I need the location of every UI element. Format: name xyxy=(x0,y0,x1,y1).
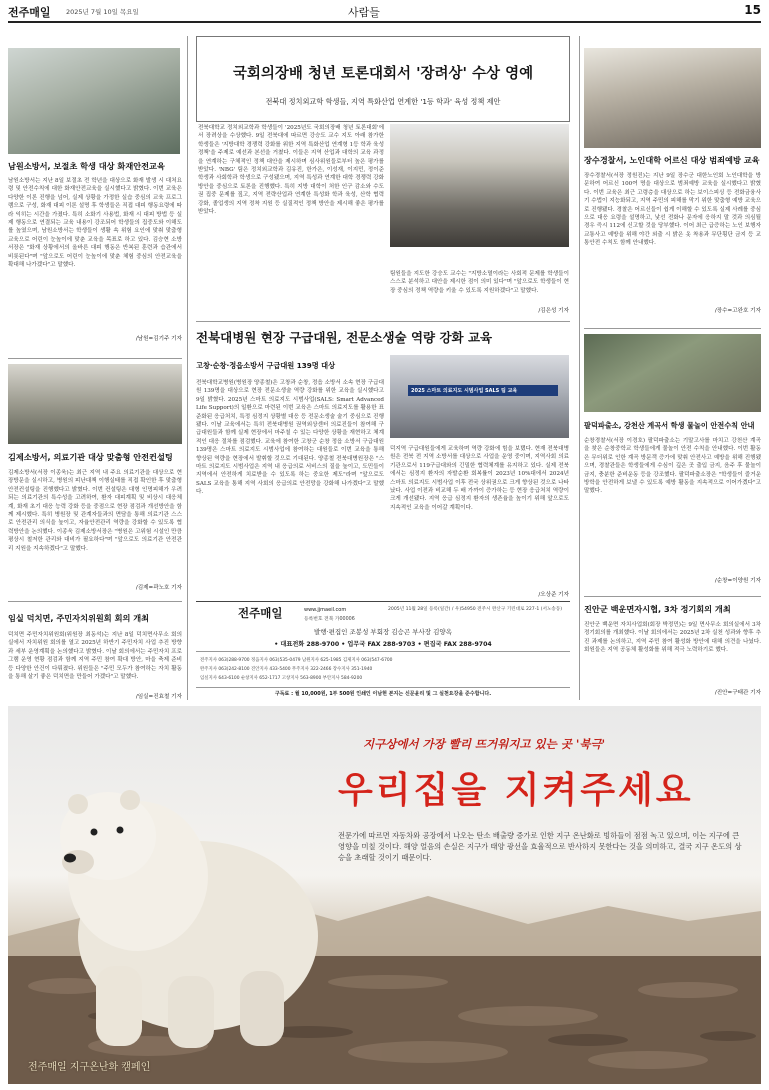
article-body: 김제소방서(서장 이종욱)는 최근 지역 내 주요 의료기관을 대상으로 현장방문을 실시하고, 병원의 피난대책 이행실태를 직접 확인한 후 맞춤형 안전컨설팅을 진행했다고 밝혔다. 이번 컨설팅은 대형 인명피해가 우려되는 의료기관의 특수성을 고려하여, 환자 대피계획 및 비상시 대응체계, 화재 초기 대응 능력 강화 등을 중점으로 현장 점검과 개선방안을 함께 제시했다. 특히 병원장 및 관계자들과의 면담을 통해 의료기관 스스로 안전관리 의식을 높이고, 자율안전관리 역량을 강화할 수 있도록 협력방안을 논의했다. 이종욱 김제소방서장은 "병원은 고위험 시설인 만큼 평상시 철저한 관리와 대비가 필요하다"며 "앞으로도 의료기관 안전관리 지원을 지속하겠다"고 말했다. xyxy=(8,470,182,552)
article-byline: /순창=이양원 기자 xyxy=(714,578,761,584)
story-title: 전북대병원 현장 구급대원, 전문소생술 역량 강화 교육 xyxy=(196,330,493,345)
ad-footer: 전주매일 지구온난화 캠페인 xyxy=(28,1062,151,1073)
article-body: 남원소방서는 지난 8일 보절초 전 학년을 대상으로 화재 발생 시 대처요령 및 안전수칙에 대한 화재안전교육을 실시했다고 밝혔다. 이번 교육은 다양한 이론 진행을 넘어, 실제 상황을 가정한 실습 중심의 교육 프로그램으로 구성, 화재 대피 이론 설명 후 학생들은 직접 대피 행동요령에 따라 익히는 시간을 가졌다. 특히 소화기 사용법, 화재 시 대피 방법 등 실제 행동으로 연결되는 교육 내용이 강조되어 학생들의 집중도와 이해도를 높였으며, 남원소방서는 학생들이 생활 속 위험 요인에 맞춰 맞춤형 교육으로 어린이 눈높이에 맞춘 교육을 목표로 하고 있다. 김승현 소방서장은 "화재 상황에서의 올바른 대피 행동은 반복된 훈련과 습관에서 비롯된다"며 "앞으로도 어린이 눈높이에 맞춘 체험 중심의 안전교육을 확대해 나가겠다"고 말했다. xyxy=(8,178,182,269)
polar-bear-illustration xyxy=(28,766,328,1056)
masthead-url: www.jjmaeil.com xyxy=(304,607,347,613)
article-byline: /오상준 기자 xyxy=(538,592,569,598)
ad-headline: 우리집을 지켜주세요 xyxy=(338,769,694,811)
masthead-people: 발행·편집인 조봉성 부회장 김승곤 부사장 김양옥 xyxy=(314,628,452,636)
article-byline: /임실=진효철 기자 xyxy=(135,694,182,700)
article-body: 순창경찰서(서장 이경호) 팔덕파출소는 기말고사를 마치고 강천산 계곡을 찾은 순창중학교 학생들에게 물놀이 안전 수칙을 안내했다. 이번 활동은 무더위로 인한 계곡 방문객 증가에 맞춰 안전사고 예방을 위해 진행됐으며, 경찰관들은 학생들에게 수심이 깊은 곳 출입 금지, 음주 후 물놀이 금지, 충분한 준비운동 등을 강조했다. 팔덕파출소장은 "학생들이 즐거운 방학을 안전하게 보낼 수 있도록 예방 활동을 지속적으로 이어가겠다"고 말했다. xyxy=(584,438,761,495)
article-title: 김제소방서, 의료기관 대상 맞춤형 안전컨설팅 xyxy=(8,452,173,462)
story-subtitle: 고창·순창·정읍소방서 구급대원 139명 대상 xyxy=(196,361,336,370)
divider xyxy=(196,651,570,652)
feature-body-cont: 팀원들을 지도한 강승도 교수는 "지방소멸이라는 사회적 문제를 학생들이 스스로 분석하고 대안을 제시한 점이 의미 있다"며 "앞으로도 학생들이 현장 중심의 정책 역량을 키울 수 있도록 지원하겠다"고 말했다. xyxy=(390,271,569,294)
masthead-name: 전주매일 xyxy=(238,606,283,620)
masthead-reg: 등록번호 전북 가00006 xyxy=(304,617,355,622)
photo-sals-education xyxy=(390,355,569,438)
story-body-col2: 덕지역 구급대원들에게 교육하며 역량 강화에 힘을 보탰다. 현재 전북대병원은 전북 전 지역 소방서를 대상으로 사업을 운영 중이며, 지역사회 의료기관으로서 119구급대와의 긴밀한 협력체계를 유지하고 있다. 실제 전북에서는 심정지 환자의 자발순환 회복률이 2023년 10%대에서 2024년 스마트 의료지도 시범사업 이후 전국 상위권으로 크게 향상된 것으로 나타났다. 사업 이전과 비교해 두 배 가까이 증가하는 등 현장 응급처치 역량이 크게 개선됐다. 지역 응급 심정지 환자의 생존율을 높이기 위해 앞으로도 지속적인 교육을 이어갈 계획이다. xyxy=(390,446,569,511)
article-byline: /김제=곽노호 기자 xyxy=(135,585,182,591)
divider xyxy=(8,601,182,602)
article-byline: /진안=구태관 기자 xyxy=(714,690,761,696)
feature-title: 국회의장배 청년 토론대회서 '장려상' 수상 영예 xyxy=(232,65,534,82)
masthead-price: 구독료 : 월 10,000원, 1부 500원 인쇄인 이남현 본지는 신문윤리 및 그 실천요강을 준수합니다. xyxy=(196,687,570,697)
feature-body: 전북대학교 정치외교학과 학생들이 '2025년도 국회의장배 청년 토론대회'에서 장려상을 수상했다. 9일 전북대에 따르면 강승도 교수 지도 아래 참가한 학생들은 '지방대학 경쟁력 강화를 위한 지역 특화산업 연계형 1등 학과 육성 정책'을 주제로 예선과 본선을 거쳤다. 이들은 지역 산업과 대학의 교육 과정을 연계하는 구체적인 정책 대안을 제시하며 심사위원들로부터 높은 평가를 받았다. 'NBG' 팀은 정치외교학과 김유진, 한가은, 이성재, 이지민, 정이준 학생과 사회학과 학생으로 구성됐으며, 지역 특성과 연계한 대학 경쟁력 강화 방안을 중심으로 토론을 진행했다. 특히 지방 대학이 처한 인구 감소와 수도권 집중 문제를 짚고, 지역 전략산업과 연계한 특성화 학과 육성, 산학 협력 강화, 졸업생의 지역 정착 지원 등 실질적인 정책 방안을 제시해 좋은 평가를 받았다. xyxy=(198,125,384,216)
divider xyxy=(8,358,182,359)
page-header xyxy=(8,2,761,20)
photo-award-group xyxy=(390,124,569,247)
article-body: 덕치면 주민자치위원회(위원장 최동석)는 지난 8일 덕치면사무소 회의실에서 자치위원 회의를 열고 2025년 하반기 주민자치 사업 추진 방향과 세부 운영계획을 논의했다고 밝혔다. 이날 회의에서는 주민자치 프로그램 운영 현황 점검과 함께 지역 주민 참여 확대 방안, 마을 축제 준비 등 다양한 안건이 다뤄졌다. 위원들은 "주민 모두가 참여하는 자치 활동을 통해 살기 좋은 덕치면을 만들어 가겠다"고 말했다. xyxy=(8,632,182,681)
article-title: 장수경찰서, 노인대학 어르신 대상 범죄예방 교육 xyxy=(584,155,760,165)
column-divider xyxy=(187,36,188,700)
article-body: 장수경찰서(서장 정원진)는 지난 9일 장수군 대한노인회 노인대학을 방문하여 어르신 100여 명을 대상으로 범죄예방 교육을 실시했다고 밝혔다. 이번 교육은 최근 고령층을 대상으로 하는 보이스피싱 등 전화금융사기 수법이 지능화되고, 지역 주민의 피해를 막기 위한 맞춤형 예방 교육으로 진행됐다. 경찰은 어르신들이 쉽게 이해할 수 있도록 실제 사례를 중심으로 대응 요령을 설명하고, 낯선 전화나 문자에 응하지 말 것과 의심될 경우 즉시 112에 신고할 것을 당부했다. 이어 최근 급증하는 노인 보행자 교통사고 예방을 위해 야간 외출 시 밝은 옷 착용과 무단횡단 금지 등 교통안전 수칙도 함께 안내했다. xyxy=(584,173,761,247)
article-body: 진안군 백운면 자치사업회(회장 박정민)는 9일 면사무소 회의실에서 3차 정기회의를 개최했다. 이날 회의에서는 2025년 2차 실천 성과와 향후 추진 과제를 논의하고, 지역 주민 참여 활성화 방안에 대해 의견을 나눴다. 회원들은 지역 공동체 활성화를 위해 적극 노력하기로 했다. xyxy=(584,622,761,654)
article-byline: /장수=고완호 기자 xyxy=(714,308,761,314)
article-title: 남원소방서, 보절초 학생 대상 화재안전교육 xyxy=(8,161,165,171)
masthead-info: 2005년 11월 28일 등록(일간) / 우)54950 전주시 완산구 기린대로 227-1 (서노송동) xyxy=(388,607,563,612)
article-byline: /남원=김기주 기자 xyxy=(135,336,182,342)
article-byline: /김은성 기자 xyxy=(538,308,569,314)
photo-valley-safety xyxy=(584,334,761,412)
photo-senior-education xyxy=(584,48,761,148)
masthead-branches xyxy=(200,656,568,683)
photo-fire-education xyxy=(8,48,180,154)
sals-banner: 2025 스마트 의료지도 시범사업 SALS 팀 교육 xyxy=(408,385,558,396)
article-title: 임실 덕치면, 주민자치위원회 회의 개최 xyxy=(8,613,150,623)
paper-name: 전주매일 xyxy=(8,6,51,19)
divider xyxy=(196,321,570,322)
branch-row: 전주지사 063)288-9700 정읍지사 063)535-0479 남원지사 625-1985 김제지사 063)547-6700 xyxy=(200,658,393,663)
divider xyxy=(584,328,761,329)
masthead-phones: • 대표전화 288-9700 • 업무국 FAX 288-9703 • 편집국 FAX 288-9704 xyxy=(274,641,492,648)
story-body: 전북대학교병원(병원장 양종철)은 고창과 순창, 정읍 소방서 소속 현장 구급대원 139명을 대상으로 현장 전문소생술 역량 강화를 위한 교육을 실시했다고 9일 밝혔다. 2025년 스마트 의료지도 시범사업(SALS: Smart Advanced Life Support)의 일환으로 마련된 이번 교육은 스마트 의료지도를 활용한 표준화된 응급처치, 특정 심정지 상황별 대응 등 전문소생술 술기 중심으로 진행됐다. 이날 교육에서는 특히 전북대병원 권역외상센터 의료진들이 참여해 구급대원들과 함께 실제 현장에서 마주칠 수 있는 다양한 상황을 재현하고 체계적인 대응 절차를 점검했다. 교육에 참여한 고창군 순창 정읍 소방서 구급대원 139명은 스마트 의료지도 시범사업에 참여하는 대원들로 이번 교육을 통해 향상된 역량을 현장에서 발휘할 것으로 기대된다. 양종철 전북대병원장은 "스마트 의료지도 시범사업은 지역 내 응급의료 서비스의 질을 높이고, 도민들이 지역에서 안전하게 치료받을 수 있도록 하는 중요한 제도"라며 "앞으로도 SALS 교육을 통해 지역 사회의 응급의료 안전망을 강화해 나가겠다"고 말했다. xyxy=(196,380,384,496)
column-divider xyxy=(579,36,580,700)
section-name: 사람들 xyxy=(348,6,380,19)
ad-climate-campaign xyxy=(8,706,761,1084)
article-title: 진안군 백운면자시협, 3차 정기회의 개최 xyxy=(584,604,731,614)
issue-date: 2025년 7월 10일 목요일 xyxy=(66,8,139,16)
ad-kicker: 지구상에서 가장 빨리 뜨거워지고 있는 곳 '북극' xyxy=(363,737,606,751)
article-title: 팔덕파출소, 강천산 계곡서 학생 물놀이 안전수칙 안내 xyxy=(584,421,755,430)
ad-body: 전문가에 따르면 자동차와 공장에서 나오는 탄소 배출량 증가로 인한 지구 온난화로 빙하들이 점점 녹고 있으며, 이는 지구에 큰 영향을 미칠 것이다. 해양 얼음의 손실은 지구가 태양 광선을 효율적으로 반사하지 못한다는 것을 의미하고, 결국 지구 온도의 상승을 초래할 것이기 때문이다. xyxy=(338,831,742,862)
header-rule xyxy=(8,21,761,23)
page-number: 15 xyxy=(744,3,761,17)
feature-subtitle: 전북대 정치외교학 학생들, 지역 특화산업 연계한 '1등 학과' 육성 정책 제안 xyxy=(265,97,501,106)
photo-hospital-consulting xyxy=(8,364,182,444)
divider xyxy=(584,596,761,597)
branch-row: 임실지사 643-6100 순창지사 652-1717 고창지사 563-8900 부안지사 584-9200 xyxy=(200,676,363,681)
branch-row: 완주지사 063)242-8100 진안지사 433-5400 무주지사 322-2466 장수지사 351-1940 xyxy=(200,667,373,672)
